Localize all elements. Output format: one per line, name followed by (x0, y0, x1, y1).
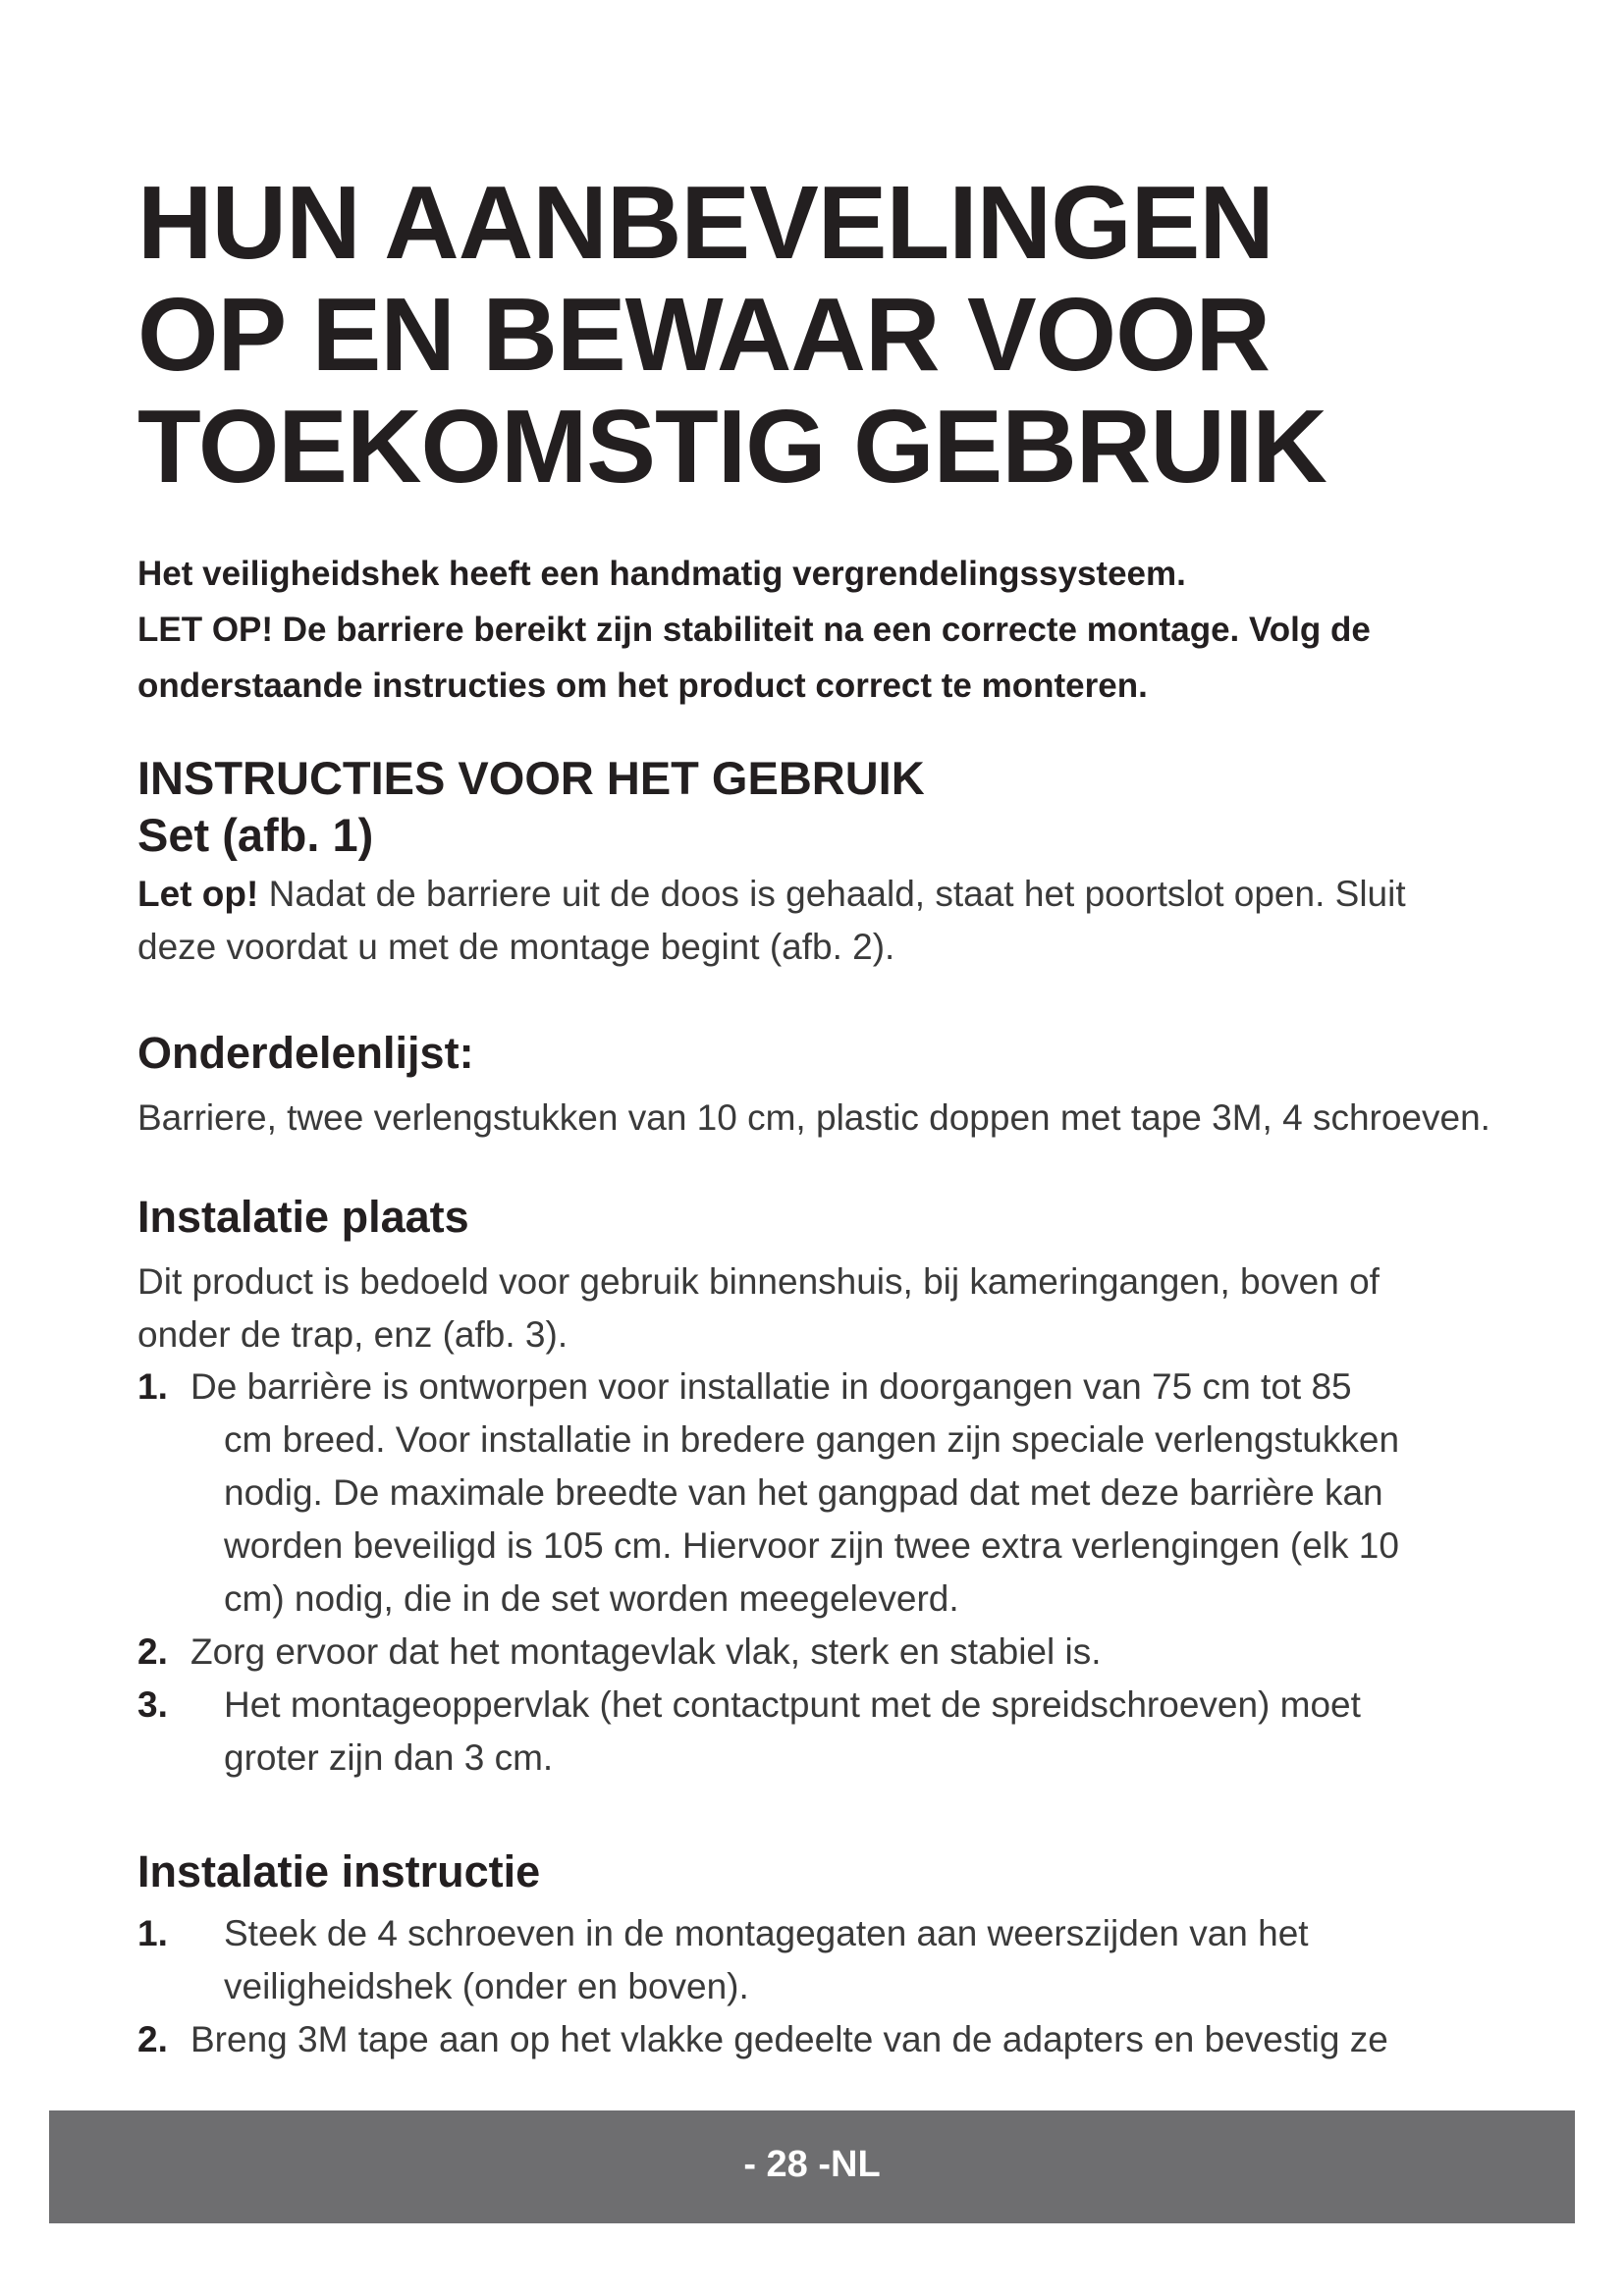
place-line: onder de trap, enz (afb. 3). (137, 1314, 568, 1355)
list-item (137, 2013, 1571, 2066)
note-text: Nadat de barriere uit de doos is gehaald, staat het poortslot open. Sluit (258, 874, 1406, 914)
intro-line: onderstaande instructies om het product correct te monteren. (137, 667, 1148, 705)
note-line (137, 868, 1571, 921)
list-line: groter zijn dan 3 cm. (224, 1737, 554, 1778)
page-number: - 28 -NL (743, 2144, 881, 2185)
list-line: cm breed. Voor installatie in bredere gangen zijn speciale verlengstukken (224, 1419, 1400, 1460)
list-line: Breng 3M tape aan op het vlakke gedeelte van de adapters en bevestig ze (190, 2019, 1388, 2059)
place-heading: Instalatie plaats (137, 1192, 469, 1242)
page-footer (49, 2110, 1575, 2223)
list-item (137, 1626, 1571, 1679)
install-list (137, 1907, 1571, 2066)
parts-text: Barriere, twee verlengstukken van 10 cm, plastic doppen met tape 3M, 4 schroeven. (137, 1097, 1490, 1138)
list-number: 1. (137, 1913, 168, 1953)
note-line: deze voordat u met de montage begint (afb. 2). (137, 927, 895, 967)
list-number: 1. (137, 1366, 168, 1407)
place-line: Dit product is bedoeld voor gebruik binnenshuis, bij kameringangen, boven of (137, 1261, 1380, 1302)
set-subheading: Set (afb. 1) (137, 809, 374, 861)
list-line: Zorg ervoor dat het montagevlak vlak, sterk en stabiel is. (190, 1631, 1102, 1672)
list-line: nodig. De maximale breedte van het gangpad dat met deze barrière kan (224, 1472, 1383, 1513)
instructions-heading: INSTRUCTIES VOOR HET GEBRUIK (137, 752, 925, 804)
list-line: De barrière is ontworpen voor installatie in doorgangen van 75 cm tot 85 (190, 1366, 1352, 1407)
list-number: 3. (137, 1684, 168, 1725)
list-item (137, 1679, 1571, 1785)
list-line: veiligheidshek (onder en boven). (224, 1966, 749, 2006)
list-number: 2. (137, 1631, 168, 1672)
list-item (137, 1907, 1571, 2013)
parts-heading: Onderdelenlijst: (137, 1028, 474, 1078)
intro-warning (137, 546, 1551, 714)
title-line: HUN AANBEVELINGEN (137, 165, 1273, 281)
list-line: Steek de 4 schroeven in de montagegaten aan weerszijden van het (224, 1913, 1309, 1953)
title-line: TOEKOMSTIG GEBRUIK (137, 389, 1326, 505)
note-label: Let op! (137, 874, 259, 914)
title-line: OP EN BEWAAR VOOR (137, 277, 1271, 393)
page-title (137, 167, 1512, 503)
list-line: Het montageoppervlak (het contactpunt met de spreidschroeven) moet (224, 1684, 1361, 1725)
set-note (137, 868, 1571, 974)
parts-list (137, 1092, 1571, 1145)
place-description (137, 1255, 1571, 1362)
list-line: cm) nodig, die in de set worden meegeleverd. (224, 1578, 959, 1619)
list-item (137, 1361, 1571, 1626)
intro-line: LET OP! De barriere bereikt zijn stabiliteit na een correcte montage. Volg de (137, 611, 1371, 649)
place-list (137, 1361, 1571, 1785)
install-heading: Instalatie instructie (137, 1846, 541, 1896)
list-number: 2. (137, 2019, 168, 2059)
intro-line: Het veiligheidshek heeft een handmatig vergrendelingssysteem. (137, 555, 1186, 593)
list-line: worden beveiligd is 105 cm. Hiervoor zijn twee extra verlengingen (elk 10 (224, 1525, 1399, 1566)
